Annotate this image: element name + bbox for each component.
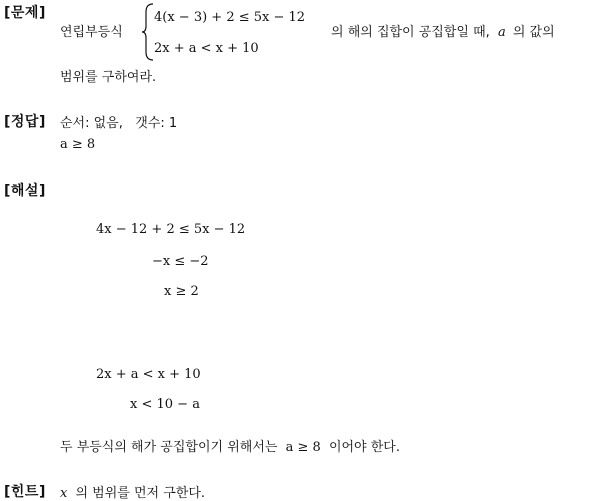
- system-equation-1: 4(x − 3) + 2 ≤ 5x − 12: [154, 10, 306, 25]
- answer-line1: 순서: 없음, 갯수: 1: [60, 116, 178, 131]
- solution-conclusion: [60, 436, 400, 455]
- answer-line2: a ≥ 8: [60, 137, 96, 152]
- solution-step-1: 4x − 12 + 2 ≤ 5x − 12: [96, 222, 246, 237]
- conclusion-math: a ≥ 8: [285, 440, 321, 455]
- conclusion-text-post: 이어야 한다.: [328, 440, 400, 455]
- solution-label: [해설]: [4, 183, 46, 199]
- hint-line: [60, 482, 205, 501]
- hint-var: x: [60, 486, 68, 501]
- problem-label: [문제]: [4, 5, 46, 21]
- problem-condition-text: 의 해의 집합이 공집합일 때,: [331, 25, 490, 40]
- problem-intro: 연립부등식: [60, 25, 123, 40]
- solution-step-4: 2x + a < x + 10: [96, 367, 201, 382]
- problem-var-a: a: [497, 25, 506, 40]
- solution-step-3: x ≥ 2: [164, 284, 199, 299]
- answer-label: [정답]: [4, 114, 46, 130]
- hint-label: [힌트]: [4, 484, 46, 500]
- problem-line1-end: 의 값의: [512, 25, 555, 40]
- problem-line1-tail: [331, 21, 555, 40]
- system-equation-2: 2x + a < x + 10: [154, 41, 259, 56]
- hint-text: 의 범위를 먼저 구한다.: [75, 486, 206, 501]
- problem-line2: 범위를 구하여라.: [60, 70, 157, 85]
- solution-step-5: x < 10 − a: [130, 397, 200, 412]
- solution-step-2: −x ≤ −2: [152, 254, 209, 269]
- conclusion-text-pre: 두 부등식의 해가 공집합이기 위해서는: [60, 440, 278, 455]
